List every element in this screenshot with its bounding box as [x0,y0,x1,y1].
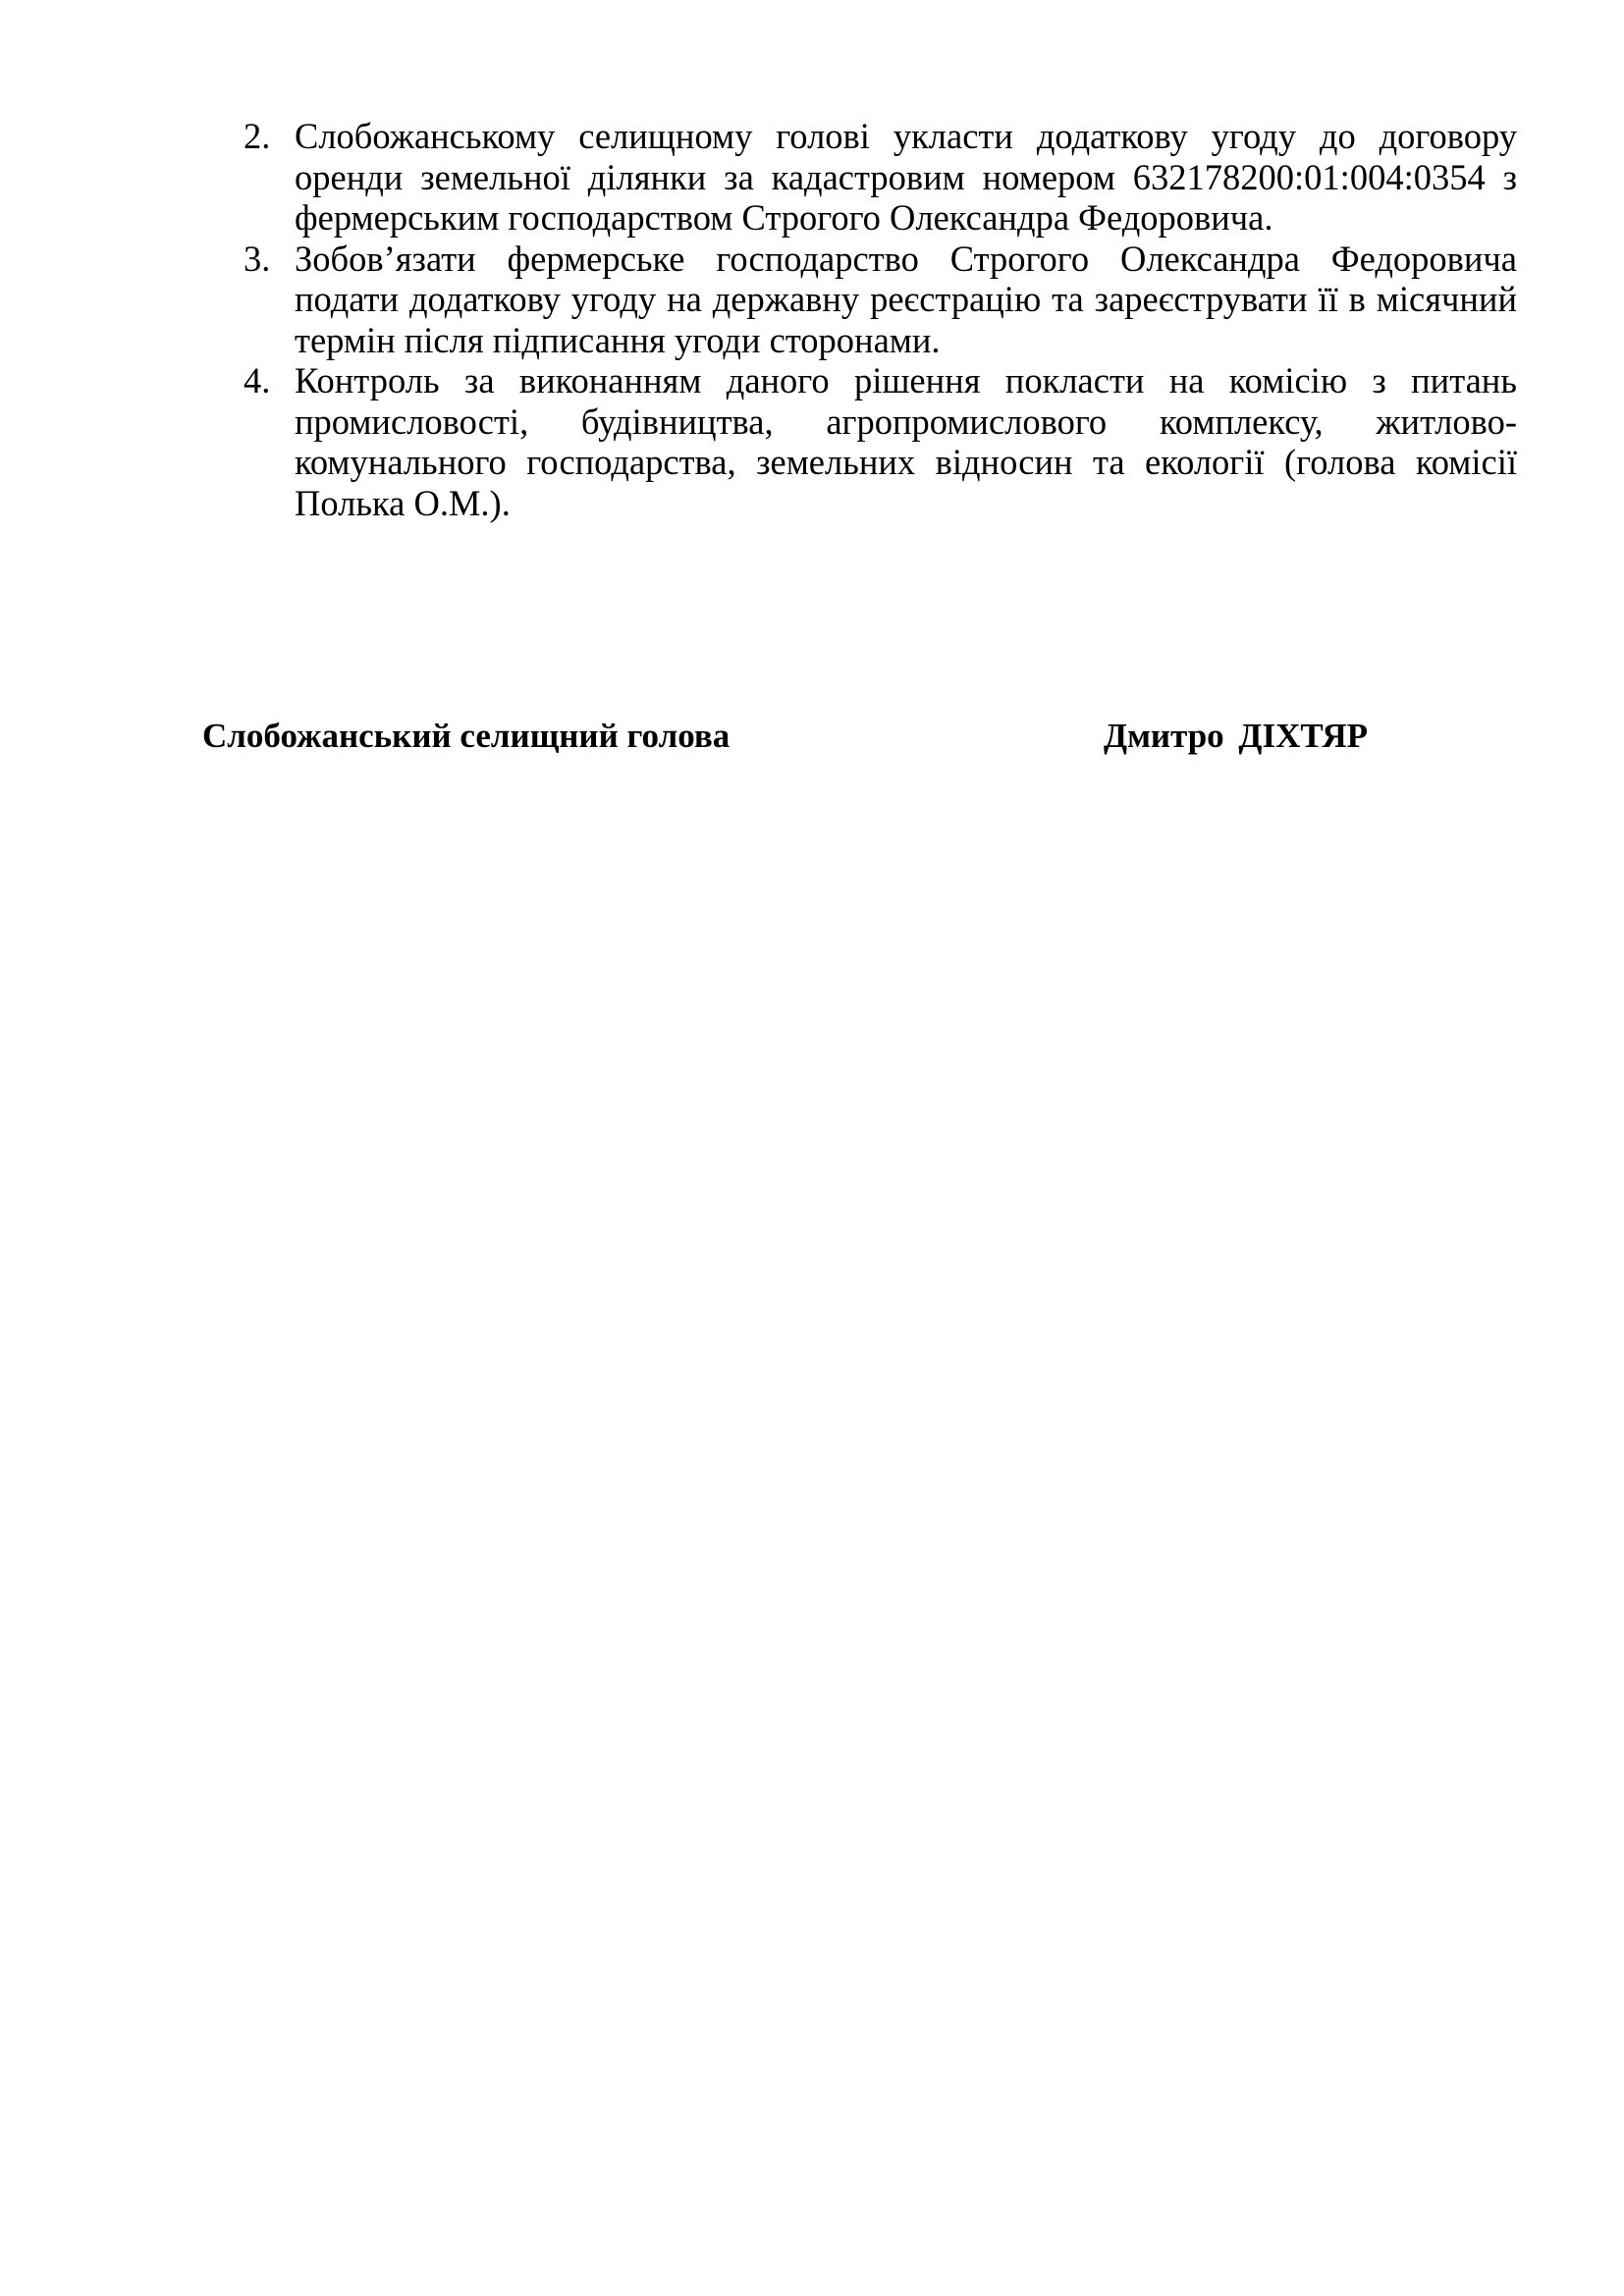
item-text: Слобожанському селищному голові укласти додаткову угоду до договору оренди земельної ділянки за кадастровим номером 632178200:01:004:0354 з фермерським господарством Строгого Олександра Федоровича. [295,116,1517,238]
decision-list [234,116,1517,523]
signatory-title: Слобожанський селищний голова [202,717,731,755]
signature-block [202,715,1410,764]
item-number: 2. [244,116,271,156]
decision-item-2 [234,116,1517,239]
item-number: 3. [244,238,271,279]
signatory-name: Дмитро ДІХТЯР [1104,717,1369,755]
item-number: 4. [244,360,271,400]
decision-item-3 [234,239,1517,361]
decision-item-4 [234,360,1517,523]
item-text: Зобов’язати фермерське господарство Строгого Олександра Федоровича подати додаткову угоду на державну реєстрацію та зареєструвати її в місячний термін після підписання угоди сторонами. [295,238,1517,360]
item-text: Контроль за виконанням даного рішення покласти на комісію з питань промисловості, будівництва, агропромислового комплексу, житлово-комунального господарства, земельних відносин та екології (голова комісії Полька О.М.). [295,360,1517,523]
